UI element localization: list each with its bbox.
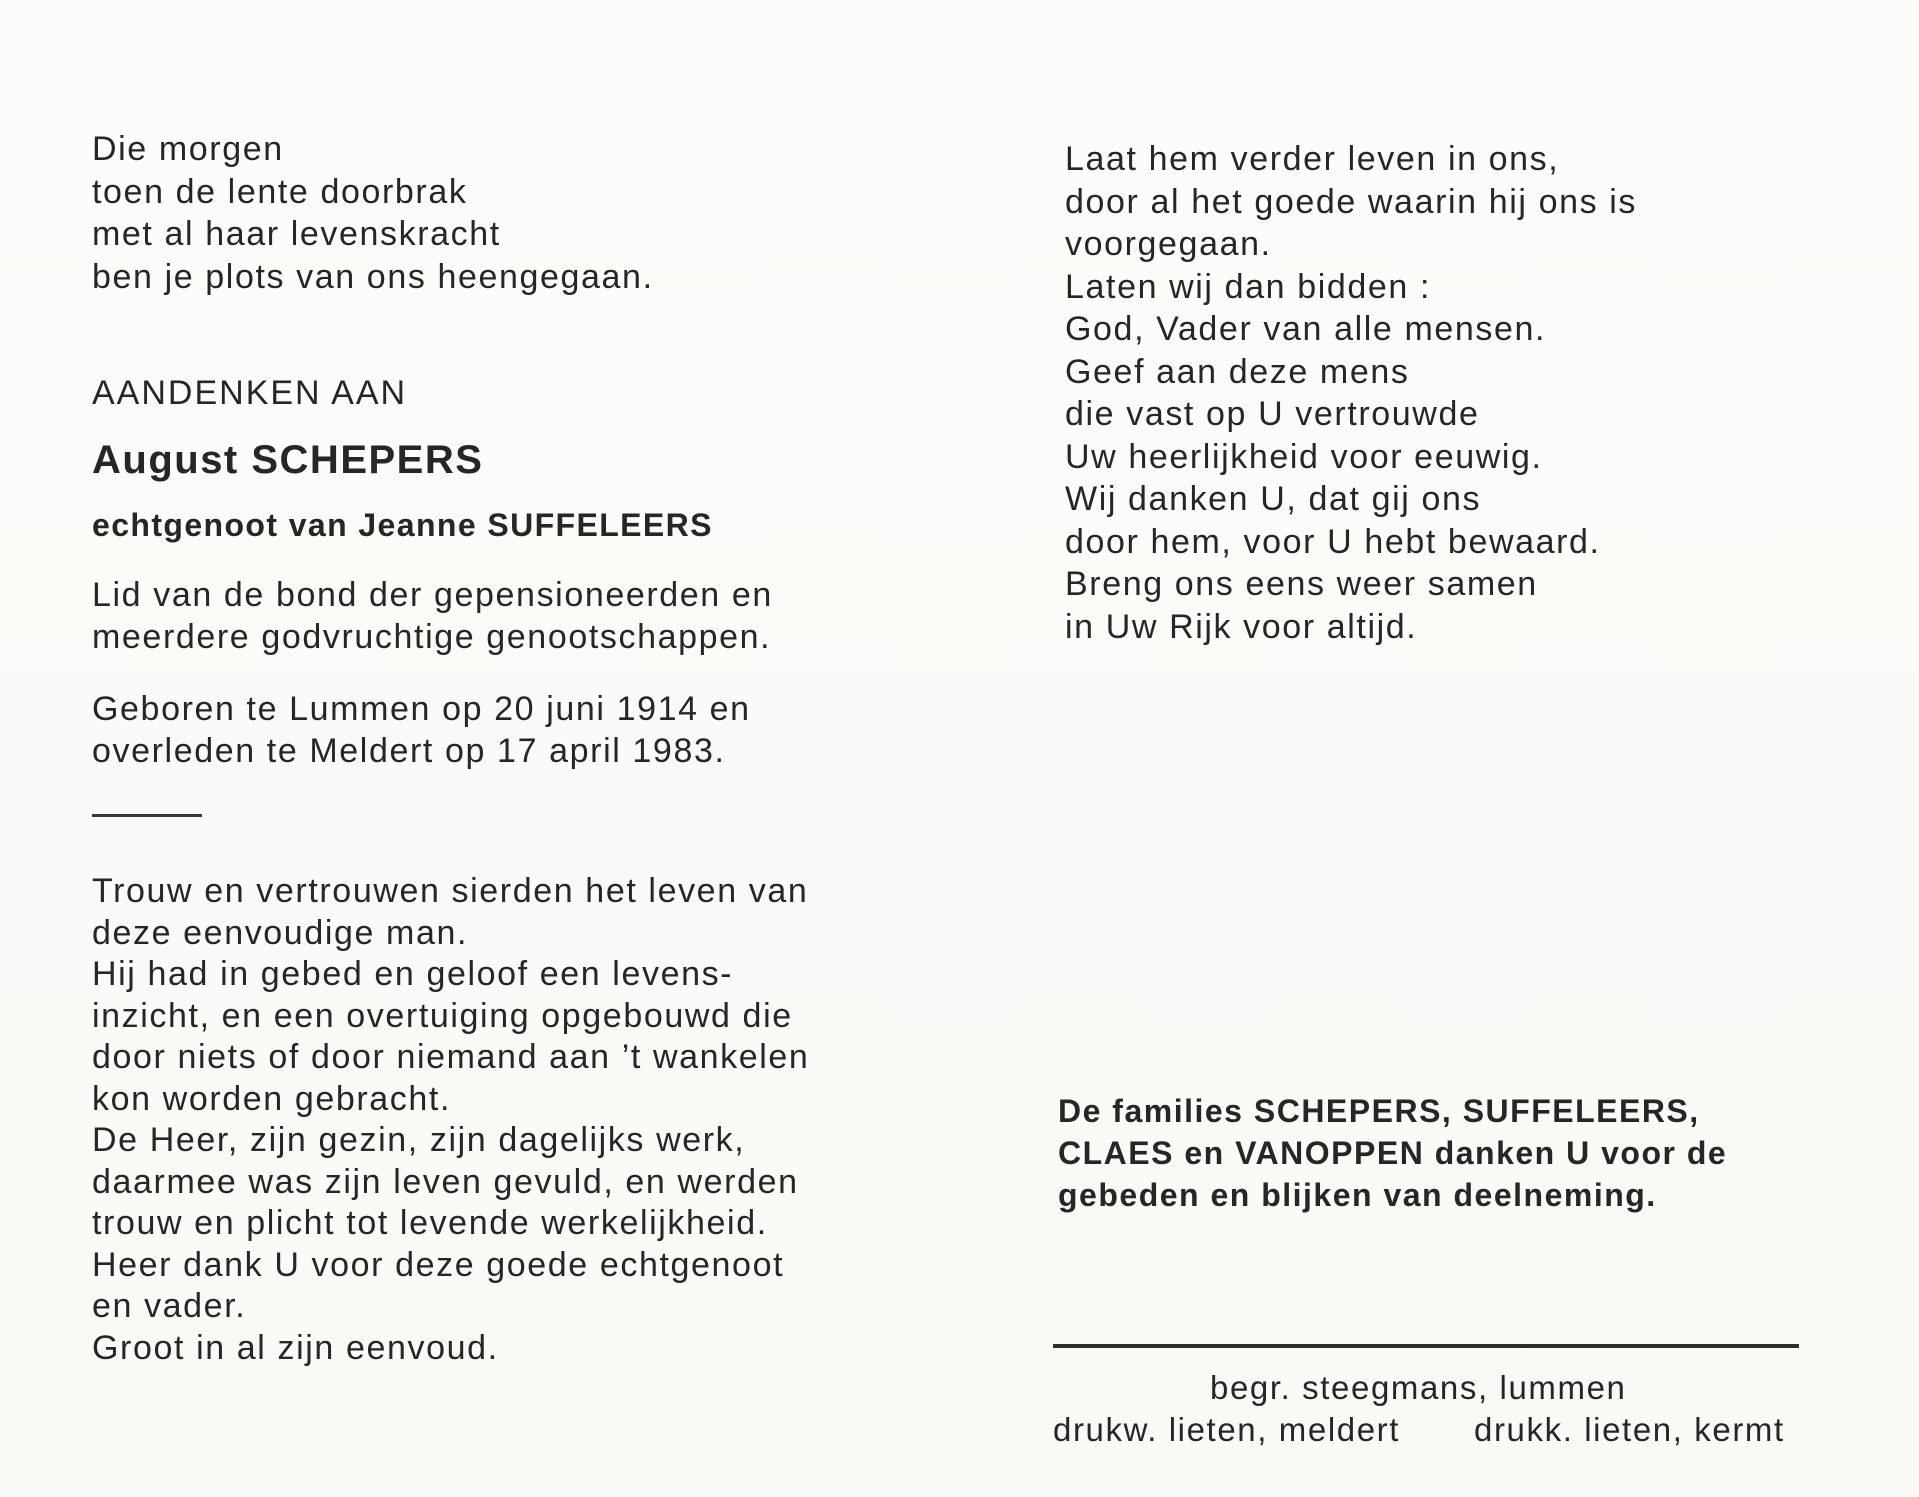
poem-line: ben je plots van ons heengegaan. xyxy=(92,257,654,296)
membership-line: meerdere godvruchtige genootschappen. xyxy=(92,618,772,656)
thanks-line: gebeden en blijken van deelneming. xyxy=(1058,1177,1657,1213)
prayer-line: Wij danken U, dat gij ons xyxy=(1065,480,1482,518)
prayer-line: Geef aan deze mens xyxy=(1065,352,1410,391)
tribute-line: Heer dank U voor deze goede echtgenoot xyxy=(92,1245,785,1284)
thanks-line: De families SCHEPERS, SUFFELEERS, xyxy=(1058,1093,1700,1129)
tribute-line: daarmee was zijn leven gevuld, en werden xyxy=(92,1162,799,1201)
prayer-line: Uw heerlijkheid voor eeuwig. xyxy=(1065,437,1543,476)
membership-text xyxy=(92,574,872,658)
right-column xyxy=(1065,138,1845,648)
prayer-line: in Uw Rijk voor altijd. xyxy=(1065,607,1418,646)
prayer-line: door hem, voor U hebt bewaard. xyxy=(1065,522,1601,561)
prayer-line: die vast op U vertrouwde xyxy=(1065,395,1480,433)
prayer-line: Laat hem verder leven in ons, xyxy=(1065,140,1560,178)
printer-meldert: drukw. lieten, meldert xyxy=(1053,1411,1401,1448)
poem-line: Die morgen xyxy=(92,130,284,168)
left-column xyxy=(92,128,872,1369)
tribute-line: Trouw en vertrouwen sierden het leven van xyxy=(92,872,809,910)
tribute-text xyxy=(92,871,872,1369)
prayer-line: door al het goede waarin hij ons is xyxy=(1065,182,1637,221)
thanks-line: CLAES en VANOPPEN danken U voor de xyxy=(1058,1135,1728,1171)
poem-line: toen de lente doorbrak xyxy=(92,172,468,211)
opening-poem xyxy=(92,128,872,298)
tribute-line: deze eenvoudige man. xyxy=(92,913,469,952)
tribute-line: Hij had in gebed en geloof een levens- xyxy=(92,955,734,993)
printer-kermt: drukk. lieten, kermt xyxy=(1474,1411,1785,1448)
prayer-line: God, Vader van alle mensen. xyxy=(1065,310,1547,348)
footer-divider xyxy=(1053,1344,1799,1348)
birth-death-text xyxy=(92,688,872,772)
tribute-line: inzicht, en een overtuiging opgebouwd die xyxy=(92,996,793,1035)
membership-line: Lid van de bond der gepensioneerden en xyxy=(92,576,773,614)
deceased-name: August SCHEPERS xyxy=(92,438,484,482)
prayer-line: Laten wij dan bidden : xyxy=(1065,267,1432,306)
birth-death-line: Geboren te Lummen op 20 juni 1914 en xyxy=(92,690,751,728)
section-divider xyxy=(92,814,202,817)
prayer-line: voorgegaan. xyxy=(1065,225,1272,263)
tribute-line: De Heer, zijn gezin, zijn dagelijks werk, xyxy=(92,1121,746,1159)
family-thanks xyxy=(1058,1090,1818,1216)
memorial-heading: AANDENKEN AAN xyxy=(92,374,408,412)
spouse-line: echtgenoot van Jeanne SUFFELEERS xyxy=(92,507,713,543)
poem-line: met al haar levenskracht xyxy=(92,215,501,253)
tribute-line: en vader. xyxy=(92,1287,247,1325)
tribute-line: trouw en plicht tot levende werkelijkheid. xyxy=(92,1204,768,1242)
funeral-director: begr. steegmans, lummen xyxy=(1210,1369,1627,1406)
tribute-line: kon worden gebracht. xyxy=(92,1079,451,1118)
birth-death-line: overleden te Meldert op 17 april 1983. xyxy=(92,732,726,770)
prayer-line: Breng ons eens weer samen xyxy=(1065,565,1538,603)
prayer-text xyxy=(1065,138,1845,648)
tribute-line: Groot in al zijn eenvoud. xyxy=(92,1328,499,1367)
tribute-line: door niets of door niemand aan ’t wankelen xyxy=(92,1038,810,1076)
